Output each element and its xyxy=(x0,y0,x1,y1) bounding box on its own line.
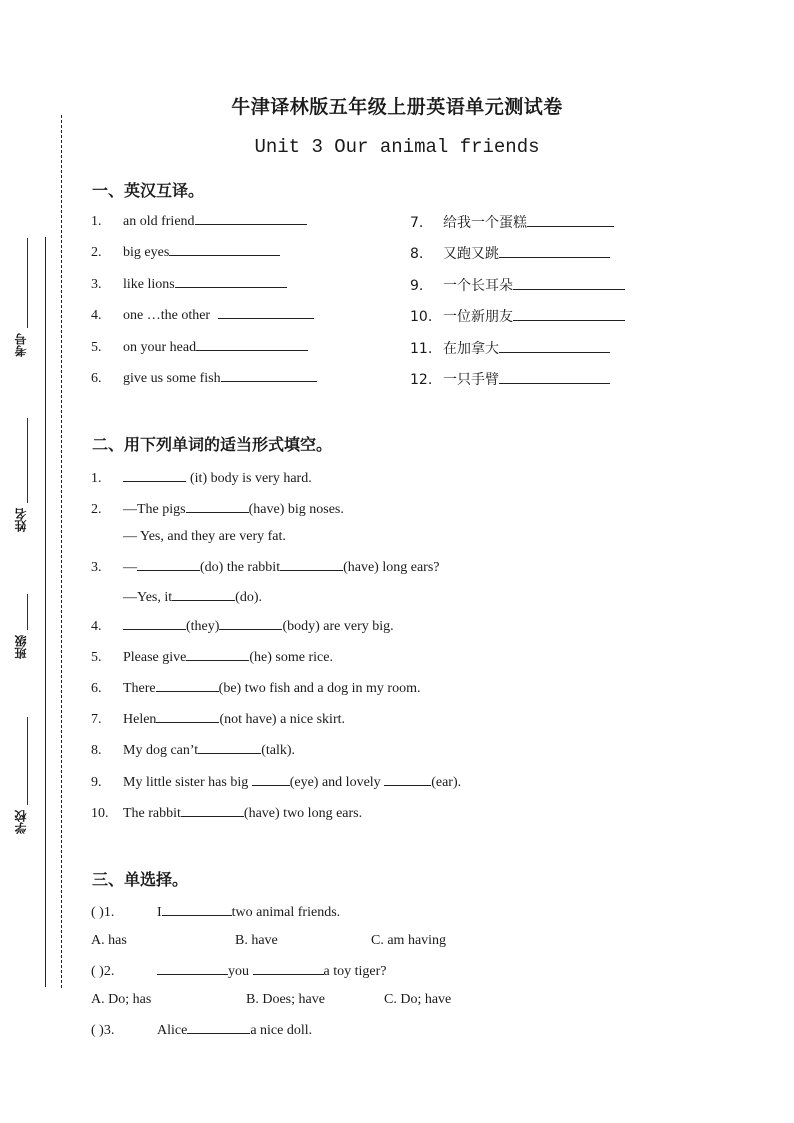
list-item xyxy=(410,369,610,389)
item-text: (have) big noses. xyxy=(248,502,344,517)
answer-blank[interactable] xyxy=(253,962,324,975)
list-item xyxy=(91,558,440,576)
item-text: My dog can’t xyxy=(123,743,199,758)
item-number: 6. xyxy=(91,681,102,696)
list-item xyxy=(91,275,287,293)
option-c[interactable]: C. Do; have xyxy=(384,992,452,1007)
item-number: 5. xyxy=(91,650,102,665)
item-text: two animal friends. xyxy=(231,905,341,920)
item-text: one …the other xyxy=(123,308,211,323)
item-number: 5. xyxy=(91,340,102,355)
list-item xyxy=(91,243,280,261)
item-text: (do) the rabbit xyxy=(200,560,281,575)
answer-blank[interactable] xyxy=(252,773,290,786)
item-text: —Yes, it xyxy=(123,590,173,605)
list-item xyxy=(91,741,295,759)
item-number: 7. xyxy=(410,215,424,231)
answer-blank[interactable] xyxy=(384,773,431,786)
item-text: — Yes, and they are very fat. xyxy=(123,529,286,544)
item-text: on your head xyxy=(123,340,197,355)
side-label-school: 学校 xyxy=(14,810,28,834)
page-title: 牛津译林版五年级上册英语单元测试卷 xyxy=(231,96,563,118)
option-a[interactable]: A. has xyxy=(91,933,127,948)
item-text: There xyxy=(123,681,156,696)
item-text: 一个长耳朵 xyxy=(443,278,513,294)
answer-blank[interactable] xyxy=(219,617,282,630)
option-row xyxy=(91,933,446,949)
item-text: (eye) and lovely xyxy=(289,775,385,790)
option-b[interactable]: B. have xyxy=(235,933,278,948)
item-number: 11. xyxy=(410,341,433,357)
side-label-name: 姓名 xyxy=(14,508,28,532)
answer-parens[interactable]: ( )1. xyxy=(91,905,115,920)
answer-blank[interactable] xyxy=(499,340,610,353)
list-item xyxy=(91,617,394,635)
item-text: (it) body is very hard. xyxy=(190,471,312,486)
item-number: 4. xyxy=(91,308,102,323)
list-item xyxy=(91,306,314,324)
item-number: 2. xyxy=(91,245,102,260)
binding-dashed-line xyxy=(61,115,62,988)
item-text: big eyes xyxy=(123,245,170,260)
item-number: 6. xyxy=(91,371,102,386)
list-item xyxy=(91,710,345,728)
side-label-exam-number: 考号 xyxy=(14,333,28,357)
item-number: 3. xyxy=(91,277,102,292)
item-number: 2. xyxy=(91,502,102,517)
side-blank-line xyxy=(27,717,28,805)
answer-blank[interactable] xyxy=(157,962,228,975)
item-text: (talk). xyxy=(261,743,296,758)
item-number: 8. xyxy=(410,246,424,262)
answer-blank[interactable] xyxy=(527,214,614,227)
item-text: Alice xyxy=(157,1023,188,1038)
item-number: 3. xyxy=(91,560,102,575)
answer-blank[interactable] xyxy=(181,804,244,817)
item-number: 1. xyxy=(91,471,102,486)
answer-blank[interactable] xyxy=(186,648,249,661)
item-text: I xyxy=(157,905,162,920)
list-item xyxy=(410,306,625,326)
item-number: 1. xyxy=(91,214,102,229)
answer-blank[interactable] xyxy=(196,338,308,351)
section-heading: 三、单选择。 xyxy=(92,870,189,889)
item-text: like lions xyxy=(123,277,175,292)
item-text: (ear). xyxy=(431,775,462,790)
item-text: (they) xyxy=(186,619,220,634)
item-text: you xyxy=(228,964,253,979)
list-item xyxy=(123,529,286,545)
side-label-class: 班级 xyxy=(14,635,28,659)
answer-blank[interactable] xyxy=(123,617,186,630)
question-row xyxy=(91,1021,312,1039)
page-subtitle: Unit 3 Our animal friends xyxy=(254,136,540,158)
item-text: My little sister has big xyxy=(123,775,252,790)
answer-blank[interactable] xyxy=(137,558,200,571)
item-text: Please give xyxy=(123,650,187,665)
list-item xyxy=(91,648,333,666)
item-number: 9. xyxy=(410,278,424,294)
answer-blank[interactable] xyxy=(198,741,261,754)
list-item xyxy=(410,212,614,232)
item-number: 7. xyxy=(91,712,102,727)
item-text: (not have) a nice skirt. xyxy=(219,712,345,727)
answer-blank[interactable] xyxy=(186,500,249,513)
answer-blank[interactable] xyxy=(169,243,280,256)
section-heading: 二、用下列单词的适当形式填空。 xyxy=(92,435,333,454)
list-item xyxy=(91,773,461,791)
answer-blank[interactable] xyxy=(513,308,625,321)
list-item xyxy=(91,500,344,518)
answer-blank[interactable] xyxy=(218,306,314,319)
binding-solid-line xyxy=(45,237,46,987)
item-number: 4. xyxy=(91,619,102,634)
item-text: Helen xyxy=(123,712,157,727)
option-row xyxy=(91,992,451,1008)
question-row xyxy=(91,903,340,921)
answer-blank[interactable] xyxy=(175,275,287,288)
answer-blank[interactable] xyxy=(499,245,610,258)
side-blank-line xyxy=(27,418,28,503)
item-text: 一位新朋友 xyxy=(443,309,513,325)
list-item xyxy=(123,588,262,606)
side-blank-line xyxy=(27,238,28,328)
answer-blank[interactable] xyxy=(172,588,235,601)
list-item xyxy=(91,338,308,356)
item-text: (do). xyxy=(235,590,262,605)
list-item xyxy=(91,804,362,822)
answer-parens[interactable]: ( )2. xyxy=(91,964,115,979)
item-text: (have) long ears? xyxy=(343,560,440,575)
item-text: — xyxy=(123,560,137,575)
side-blank-line xyxy=(27,594,28,630)
option-a[interactable]: A. Do; has xyxy=(91,992,152,1007)
list-item xyxy=(410,338,610,358)
answer-blank[interactable] xyxy=(187,1021,250,1034)
option-c[interactable]: C. am having xyxy=(371,933,447,948)
item-text: 又跑又跳 xyxy=(443,246,499,262)
answer-blank[interactable] xyxy=(156,710,219,723)
list-item xyxy=(410,243,610,263)
item-text: an old friend xyxy=(123,214,195,229)
item-text: 在加拿大 xyxy=(443,341,499,357)
answer-blank[interactable] xyxy=(221,369,317,382)
item-text: give us some fish xyxy=(123,371,221,386)
option-b[interactable]: B. Does; have xyxy=(246,992,325,1007)
item-text: The rabbit xyxy=(123,806,181,821)
item-text: (body) are very big. xyxy=(282,619,394,634)
question-row xyxy=(91,962,386,980)
item-number: 10. xyxy=(91,806,109,821)
item-text: —The pigs xyxy=(123,502,186,517)
item-text: (he) some rice. xyxy=(249,650,333,665)
answer-blank[interactable] xyxy=(156,679,219,692)
item-number: 10. xyxy=(410,309,433,325)
item-text: a nice doll. xyxy=(250,1023,313,1038)
answer-blank[interactable] xyxy=(499,371,610,384)
item-text: 给我一个蛋糕 xyxy=(443,215,527,231)
list-item xyxy=(91,369,317,387)
section-heading: 一、英汉互译。 xyxy=(92,181,205,200)
answer-blank[interactable] xyxy=(280,558,343,571)
item-text: (have) two long ears. xyxy=(243,806,363,821)
answer-blank[interactable] xyxy=(513,277,625,290)
answer-blank[interactable] xyxy=(123,469,186,482)
list-item xyxy=(91,212,307,230)
answer-blank[interactable] xyxy=(195,212,307,225)
item-text: (be) two fish and a dog in my room. xyxy=(218,681,421,696)
list-item xyxy=(91,679,420,697)
item-number: 12. xyxy=(410,372,433,388)
answer-blank[interactable] xyxy=(162,903,232,916)
item-number: 9. xyxy=(91,775,102,790)
item-text: a toy tiger? xyxy=(323,964,387,979)
list-item xyxy=(410,275,625,295)
item-number: 8. xyxy=(91,743,102,758)
item-text: 一只手臂 xyxy=(443,372,499,388)
list-item xyxy=(91,469,312,487)
answer-parens[interactable]: ( )3. xyxy=(91,1023,115,1038)
